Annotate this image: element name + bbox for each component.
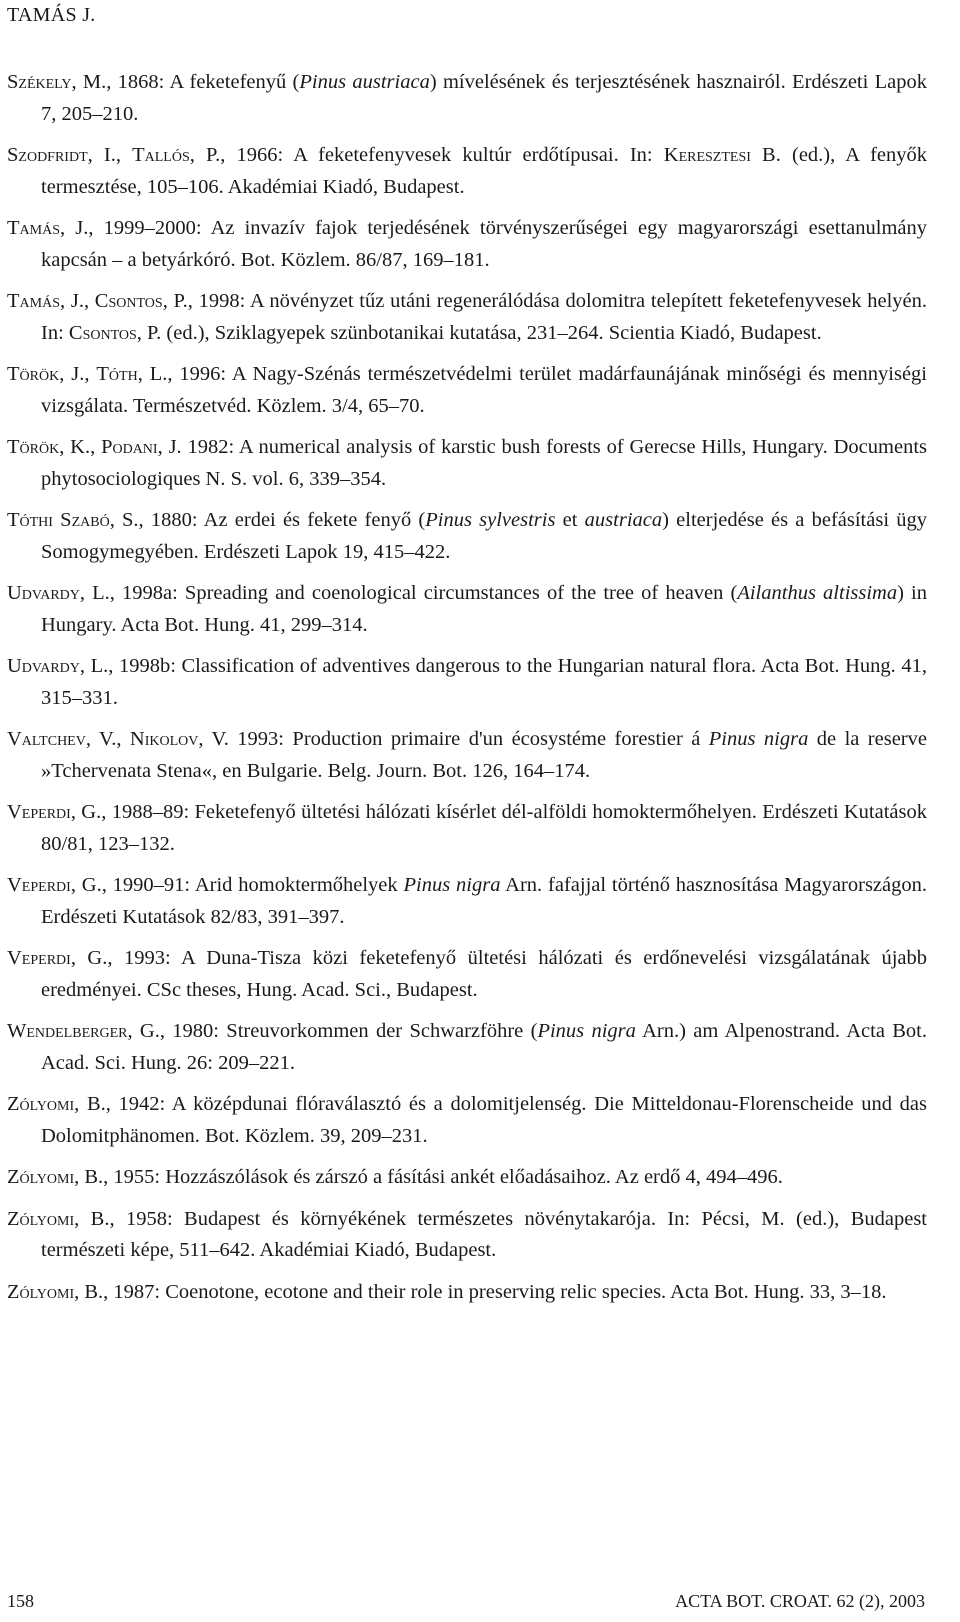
author-name: Zólyomi: [7, 1093, 75, 1115]
author-name: Zólyomi: [7, 1280, 75, 1303]
reference-entry: [7, 651, 927, 714]
author-name: Török: [7, 436, 60, 458]
reference-text: , G., 1990–91: Arid homoktermőhelyek: [70, 874, 404, 896]
author-name: Wendelberger: [7, 1020, 128, 1042]
author-name: Udvardy: [7, 655, 80, 677]
author-name: Székely: [7, 71, 72, 93]
author-name: Veperdi: [7, 947, 71, 969]
author-name: Török: [7, 363, 60, 385]
reference-text: , J. 1982: A numerical analysis of karstic bush forests of Gerecse Hills, Hungary. Documents phytosociologiques N. S. vol. 6, 339–354.: [41, 436, 927, 490]
reference-entry: [7, 359, 927, 422]
reference-text: , J., 1999–2000: Az invazív fajok terjedésének törvényszerűségei egy magyarországi esettanulmány kapcsán – a betyárkóró. Bot. Közlem. 86/87, 169–181.: [41, 217, 927, 271]
author-name: Veperdi: [7, 801, 71, 823]
reference-entry: [7, 140, 927, 203]
reference-entry: [7, 432, 927, 495]
author-name: Podani: [101, 436, 158, 458]
taxon-name: Pinus austriaca: [299, 71, 430, 93]
author-name: Veperdi: [7, 874, 71, 896]
reference-text: , B., 1942: A középdunai flóraválasztó és a dolomitjelenség. Die Mitteldonau-Florenscheide und das Dolomitphänomen. Bot. Közlem. 39, 209–231.: [41, 1093, 927, 1147]
taxon-name: austriaca: [584, 509, 663, 531]
reference-entry: [7, 724, 927, 787]
reference-text: , B., 1955: Hozzászólások és zárszó a fásítási ankét előadásaihoz. Az erdő 4, 494–496.: [74, 1166, 783, 1188]
reference-text: ) mívelésének és terjesztésének hasznairól. Erdészeti Lapok 7, 205–210.: [41, 71, 927, 125]
author-name: Udvardy: [7, 582, 80, 604]
page-number: 158: [7, 1591, 34, 1611]
author-name: Tamás: [7, 290, 60, 312]
reference-text: , V. 1993: Production primaire d'un écosystéme forestier á: [198, 728, 709, 750]
reference-entry: [7, 1277, 927, 1309]
author-name: Csontos: [68, 321, 137, 344]
reference-text: , L., 1996: A Nagy-Szénás természetvédelmi terület madárfaunájának minőségi és mennyiségi vizsgálata. Természetvéd. Közlem. 3/4, 65–70.: [41, 363, 927, 417]
author-name: Zólyomi: [7, 1166, 75, 1188]
reference-text: ) in Hungary. Acta Bot. Hung. 41, 299–314.: [41, 582, 927, 636]
reference-text: , K.,: [59, 436, 102, 458]
reference-entry: [7, 1204, 927, 1267]
reference-text: , P. (ed.), Sziklagyepek szünbotanikai kutatása, 231–264. Scientia Kiadó, Budapest.: [136, 321, 822, 344]
reference-text: , L., 1998a: Spreading and coenological circumstances of the tree of heaven (: [79, 582, 738, 604]
reference-text: , M., 1868: A feketefenyű (: [71, 71, 300, 93]
reference-text: , G., 1993: A Duna-Tisza közi feketefenyő ültetési hálózati és erdőnevelési vizsgálatának újabb eredményei. CSc theses, Hung. Acad. Sci., Budapest.: [41, 947, 927, 1001]
reference-text: Arn.) am Alpenostrand. Acta Bot. Acad. Sci. Hung. 26: 209–221.: [41, 1020, 927, 1074]
author-name: Keresztesi: [663, 144, 751, 166]
reference-text: , G., 1980: Streuvorkommen der Schwarzföhre (: [127, 1020, 538, 1042]
reference-text: , V.,: [85, 728, 130, 750]
author-name: Valtchev: [7, 728, 86, 750]
reference-entry: [7, 505, 927, 568]
reference-entry: [7, 286, 927, 349]
running-head: TAMÁS J.: [7, 4, 96, 26]
reference-text: , B., 1958: Budapest és környékének természetes növénytakarója. In: Pécsi, M. (ed.), Budapest természeti képe, 511–642. Akadémiai Kiadó, Budapest.: [41, 1207, 927, 1261]
reference-entry: [7, 870, 927, 933]
reference-text: de la reserve »Tchervenata Stena«, en Bulgarie. Belg. Journ. Bot. 126, 164–174.: [41, 728, 927, 782]
author-name: Tallós: [132, 144, 190, 166]
reference-entry: [7, 1016, 927, 1079]
reference-text: , J.,: [59, 290, 95, 312]
author-name: Csontos: [94, 290, 163, 312]
reference-text: , P., 1998: A növényzet tűz utáni regenerálódása dolomitra telepített feketefenyvesek helyén. In:: [41, 290, 927, 344]
taxon-name: Pinus nigra: [708, 728, 809, 750]
reference-entry: [7, 1162, 927, 1194]
reference-text: , B., 1987: Coenotone, ecotone and their role in preserving relic species. Acta Bot. Hung. 33, 3–18.: [74, 1280, 887, 1303]
reference-entry: [7, 578, 927, 641]
reference-text: , I.,: [87, 144, 133, 166]
reference-entry: [7, 67, 927, 130]
reference-text: et: [555, 509, 585, 531]
reference-text: ) elterjedése és a befásítási ügy Somogymegyében. Erdészeti Lapok 19, 415–422.: [41, 509, 927, 563]
journal-citation: ACTA BOT. CROAT. 62 (2), 2003: [675, 1591, 925, 1611]
taxon-name: Pinus sylvestris: [425, 509, 556, 531]
author-name: Nikolov: [129, 728, 199, 750]
reference-entry: [7, 1089, 927, 1152]
reference-text: , J.,: [59, 363, 97, 385]
reference-text: Arn. fafajjal történő hasznosítása Magyarországon. Erdészeti Kutatások 82/83, 391–397.: [41, 874, 928, 928]
reference-entry: [7, 943, 927, 1006]
reference-text: , S., 1880: Az erdei és fekete fenyő (: [109, 509, 426, 531]
reference-text: B. (ed.), A fenyők termesztése, 105–106. Akadémiai Kiadó, Budapest.: [41, 144, 927, 198]
reference-entry: [7, 797, 927, 860]
author-name: Tamás: [7, 217, 60, 239]
author-name: Zólyomi: [7, 1207, 75, 1230]
taxon-name: Pinus nigra: [537, 1020, 636, 1042]
author-name: Tóthi Szabó: [7, 509, 110, 531]
reference-text: , L., 1998b: Classification of adventives dangerous to the Hungarian natural flora. Acta Bot. Hung. 41, 315–331.: [41, 655, 927, 709]
author-name: Tóth: [96, 363, 138, 385]
reference-text: , P., 1966: A feketefenyvesek kultúr erdőtípusai. In:: [189, 144, 664, 166]
reference-text: , G., 1988–89: Feketefenyő ültetési hálózati kísérlet dél-alföldi homoktermőhelyen. Erdészeti Kutatások 80/81, 123–132.: [41, 801, 927, 855]
author-name: Szodfridt: [7, 144, 88, 166]
taxon-name: Pinus nigra: [403, 874, 501, 896]
reference-entry: [7, 213, 927, 276]
taxon-name: Ailanthus altissima: [737, 582, 898, 604]
reference-list: [7, 67, 927, 1318]
